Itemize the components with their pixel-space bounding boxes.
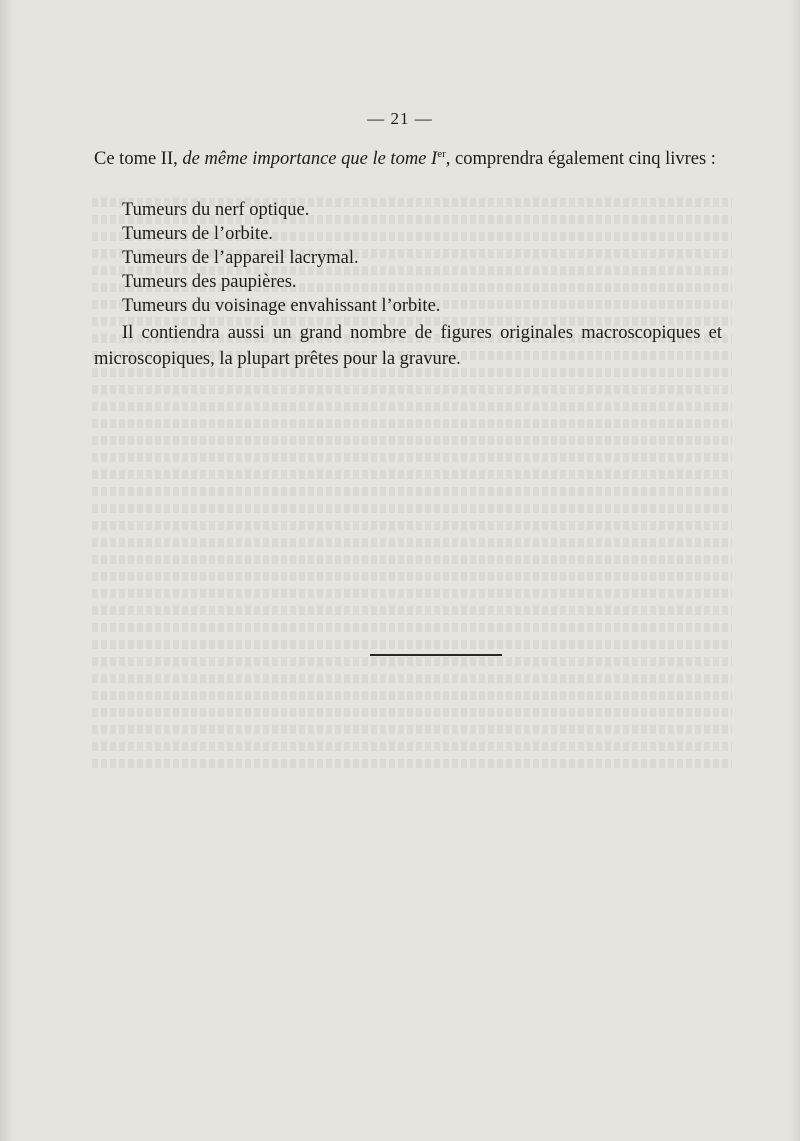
page-edge-left	[0, 0, 14, 1141]
page-edge-right	[790, 0, 800, 1141]
paragraph-figures: Il contiendra aussi un grand nombre de figures originales macroscopiques et microscopiques, la plupart prêtes pour la gravure.	[94, 323, 722, 369]
paragraph-intro-superscript: er	[437, 148, 446, 160]
list-item: Tumeurs du nerf optique.	[122, 200, 310, 220]
list-item: Tumeurs des paupières.	[122, 272, 297, 292]
list-item: Tumeurs de l’appareil lacrymal.	[122, 248, 359, 268]
paragraph-intro-end: , comprendra également cinq livres :	[445, 149, 716, 169]
list-item: Tumeurs du voisinage envahissant l’orbite.	[122, 296, 441, 316]
list-item: Tumeurs de l’orbite.	[122, 224, 273, 244]
horizontal-rule	[370, 654, 502, 656]
page-number: — 21 —	[367, 109, 433, 128]
livres-list	[122, 198, 440, 318]
paragraph-intro-italic: de même importance que le tome I	[182, 149, 438, 169]
paragraph-intro	[94, 146, 722, 172]
paragraph-intro-start: Ce tome II,	[94, 149, 183, 169]
